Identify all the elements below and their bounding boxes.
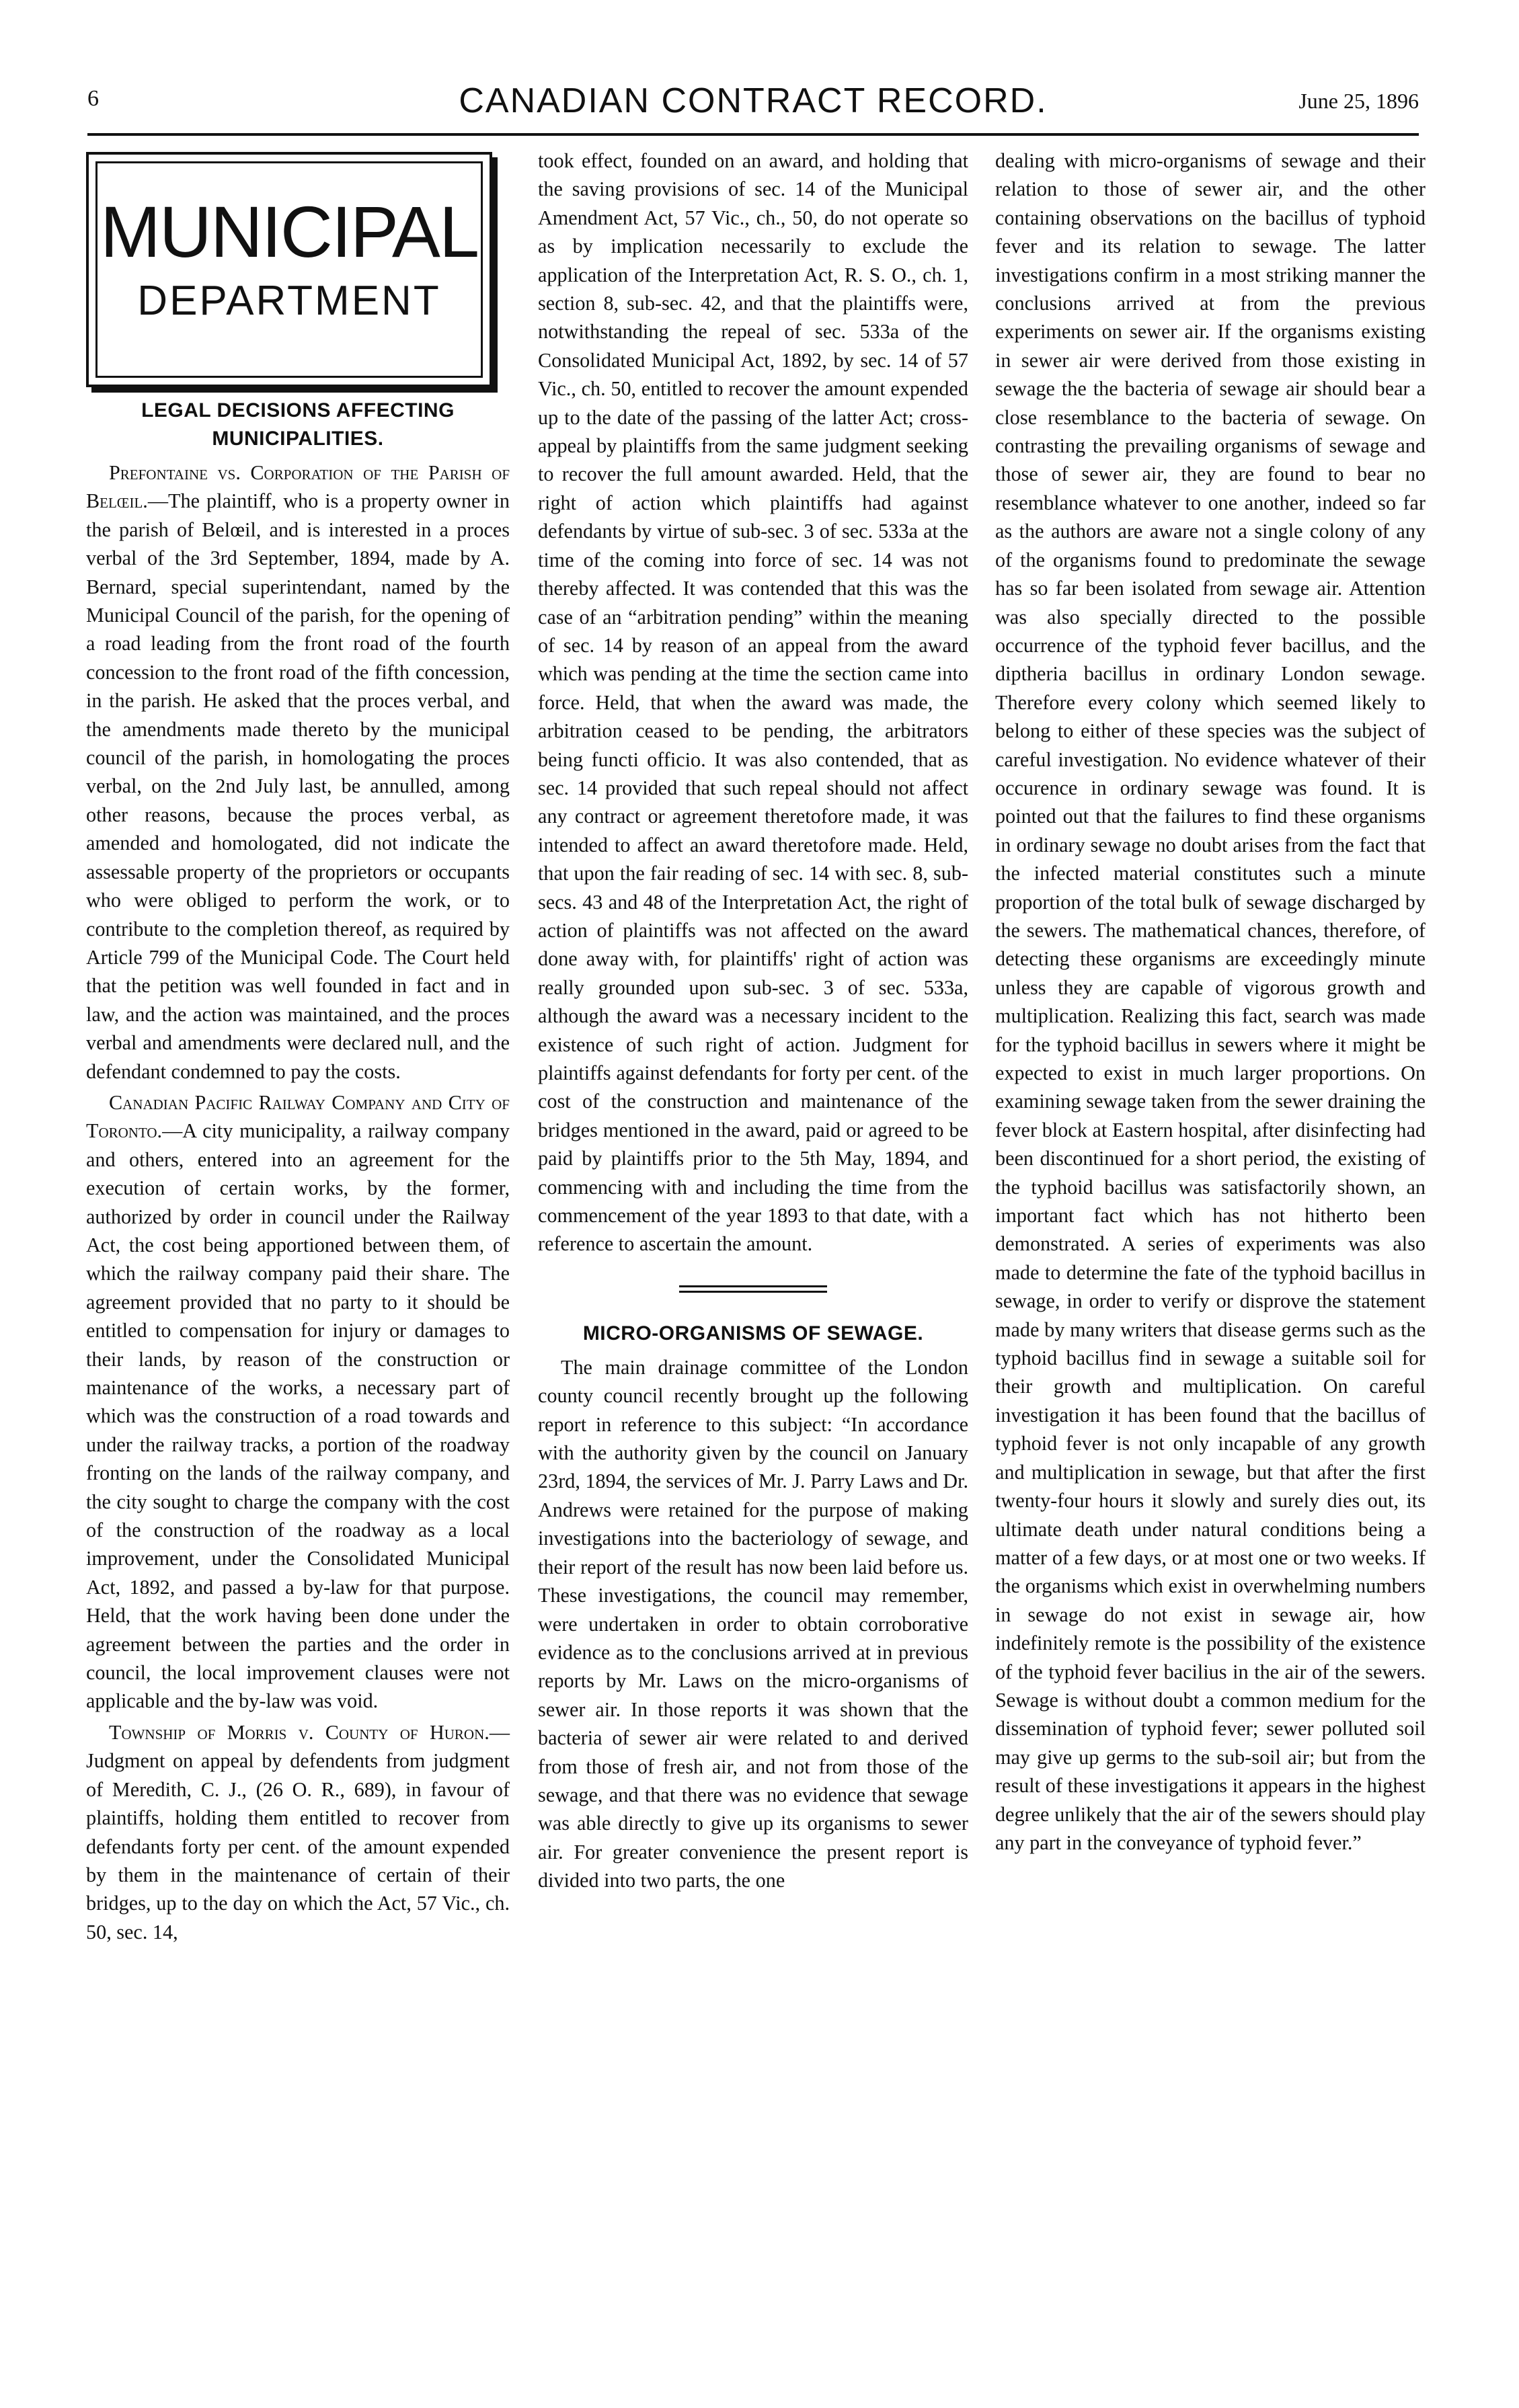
case-1-body: —The plaintiff, who is a property owner in the parish of Belœil, and is interested in a proces verbal of the 3rd September, 1894, made by A. Bernard, special superintendant, named by the Municipal Council of the parish, for the opening of a road leading from the front road of the fourth concession to the front road of the fifth concession, in the parish. He asked that the proces verbal, and the amendments made thereto by the municipal council of the parish, in homologating the proces verbal, on the 2nd July last, be annulled, among other reasons, because the proces verbal, as amended and homologated, did not indicate the assessable property of the proprietors or occupants who were obliged to perform the work, or to contribute to the completion thereof, as required by Article 799 of the Municipal Code. The Court held that the petition was well founded in fact and in law, and the action was maintained, and the proces verbal and amendments were declared null, and the defendant condemned to pay the costs. (86, 489, 510, 1083)
legal-decisions-heading: LEGAL DECISIONS AFFECTING MUNICIPALITIES. (141, 399, 455, 450)
case-3-title: Township of Morris v. County of Huron. (109, 1720, 490, 1744)
case-3-body: —Judgment on appeal by defendents from judgment of Meredith, C. J., (26 O. R., 689), in favour of plaintiffs, holding them entitled to recover from defendants forty per cent. of the amount expended by them in the maintenance of certain of their bridges, up to the day on which the Act, 57 Vic., ch. 50, sec. 14, (86, 1720, 510, 1943)
banner-frame (95, 161, 483, 378)
micro-paragraph-1: The main drainage committee of the London county council recently brought up the following report in reference to this subject: “In accordance with the authority given by the council on January 23rd, 1894, the services of Mr. J. Parry Laws and Dr. Andrews were retained for the purpose of making investigations into the bacteriology of sewage, and their report of the result has now been laid before us. These investigations, the council may remember, were undertaken in order to obtain corroborative evidence as to the conclusions arrived at in previous reports by Mr. Laws on the micro-organisms of sewer air. In those reports it was shown that the bacteria of sewer air were related to and derived from those of fresh air, and not from those of the sewage, and that there was no evidence that sewage was able directly to give up its organisms to sewer air. For greater convenience the present report is divided into two parts, the one (538, 1355, 968, 1892)
case-2-title: Canadian Pacific Railway Company and City of Toronto. (86, 1090, 510, 1143)
banner-line-2: DEPARTMENT (137, 278, 441, 324)
micro-organisms-heading: MICRO-ORGANISMS OF SEWAGE. (582, 1322, 924, 1345)
section-divider (679, 1285, 827, 1293)
column-3 (995, 147, 1426, 1857)
case-1-title: Prefontaine vs. Corporation of the Parish of Belœil. (86, 461, 510, 513)
department-banner (86, 152, 492, 387)
micro-paragraph-1-continued: dealing with micro-organisms of sewage and their relation to those of sewer air, and the other containing observations on the bacillus of typhoid fever and its relation to sewage. The latter investigations confirm in a most striking manner the conclusions arrived at from the previous experiments on sewer air. If the organisms existing in sewer air were derived from those existing in sewage the the bacteria of sewage air should bear a close resemblance to the bacteria of sewage. On contrasting the prevailing organisms of sewage and those of sewer air, they are found to bear no resemblance whatever to one another, indeed so far as the authors are aware not a single colony of any of the organisms found to predominate the sewage has so far been isolated from sewage air. Attention was also specially directed to the possible occurrence of the typhoid fever bacillus, and the diptheria bacillus in ordinary London sewage. Therefore every colony which seemed likely to belong to either of these species was the subject of careful investigation. No evidence whatever of their occurence in ordinary sewage was found. It is pointed out that the failures to find these organisms in ordinary sewage no doubt arises from the fact that the infected material constitutes such a minute proportion of the total bulk of sewage discharged by the sewers. The mathematical chances, therefore, of detecting these organisms are exceedingly minute unless they are capable of vigorous growth and multiplication. Realizing this fact, search was made for the typhoid bacillus in sewers where it might be expected to exist in much larger proportions. On examining sewage taken from the sewer draining the fever block at Eastern hospital, after disinfecting had been discontinued for a short period, the existing of the typhoid bacillus was satisfactorily shown, an important fact which has not hitherto been demonstrated. A series of experiments was also made to determine the fate of the typhoid bacillus in sewage, in order to verify or disprove the statement made by many writers that disease germs such as the typhoid bacillus find in sewage a suitable soil for their growth and multiplication. On careful investigation it has been found that the bacillus of typhoid fever is not only incapable of any growth and multiplication in sewage, but that after the first twenty-four hours it slowly and surely dies out, its ultimate death under natural conditions being a matter of a few days, or at most one or two weeks. If the organisms which exist in overwhelming numbers in sewage do not exist in sewage air, how indefinitely remote is the possibility of the existence of the typhoid fever bacilius in the air of the sewers. Sewage is without doubt a common medium for the dissemination of typhoid fever; sewer polluted soil may give up germs to the sub-soil air; but from the result of these investigations it appears in the highest degree unlikely that the air of the sewers should play any part in the conveyance of typhoid fever.” (995, 149, 1426, 1854)
case-3-continued: took effect, founded on an award, and holding that the saving provisions of sec. 14 of the Municipal Amendment Act, 57 Vic., ch., 50, do not operate so as by implication necessarily to exclude the application of the Interpretation Act, R. S. O., ch. 1, section 8, sub-sec. 42, and that the plaintiffs were, notwithstanding the repeal of sec. 533a of the Consolidated Municipal Act, 1892, by sec. 14 of 57 Vic., ch. 50, entitled to recover the amount expended up to the date of the passing of the latter Act; cross-appeal by plaintiffs from the same judgment seeking to recover the full amount awarded. Held, that the right of action which plaintiffs had against defendants by virtue of sub-sec. 3 of sec. 533a at the time of the coming into force of sec. 14 was not thereby affected. It was contended that this was the case of an “arbitration pending” within the meaning of sec. 14 by reason of an appeal from the award which was pending at the time the section came into force. Held, that when the award was made, the arbitration ceased to be pending, the arbitrators being functi officio. It was also contended, that as sec. 14 provided that such repeal should not affect any contract or agreement theretofore made, it was intended to affect an award theretofore made. Held, that upon the fair reading of sec. 14 with sec. 8, sub-secs. 43 and 48 of the Interpretation Act, the right of action of plaintiffs was not affected on the award done away with, for plaintiffs' right of action was really grounded upon sub-sec. 3 of sec. 533a, although the award was a necessary incident to the existence of such right of action. Judgment for plaintiffs against defendants for forty per cent. of the cost of the construction and maintenance of the bridges mentioned in the award, paid or agreed to be paid by plaintiffs prior to the 5th May, 1894, and commencing with and including the time from the commencement of the year 1893 to that date, with a reference to ascertain the amount. (538, 149, 968, 1256)
page-number: 6 (87, 86, 99, 111)
column-1 (86, 147, 510, 1949)
case-3-paragraph (86, 1718, 510, 1946)
masthead-title: CANADIAN CONTRACT RECORD. (459, 81, 1048, 120)
page-header (87, 81, 1419, 128)
case-2-paragraph (86, 1088, 510, 1716)
issue-date: June 25, 1896 (1298, 89, 1419, 113)
case-1-paragraph (86, 458, 510, 1086)
banner-line-1: MUNICIPAL (100, 191, 479, 272)
column-2 (538, 147, 968, 1895)
case-2-body: —A city municipality, a railway company and others, entered into an agreement for the execution of certain works, by the former, authorized by order in council under the Railway Act, the cost being apportioned between them, of which the railway company paid their share. The agreement provided that no party to it should be entitled to compensation for injury or damages to their lands, by reason of the construction or maintenance of the works, a necessary part of which was the construction of a road towards and under the railway tracks, a portion of the roadway fronting on the lands of the railway company, and the city sought to charge the company with the cost of the construction of the roadway as a local improvement, under the Consolidated Municipal Act, 1892, and passed a by-law for that purpose. Held, that the work having been done under the agreement between the parties and the order in council, the local improvement clauses were not applicable and the by-law was void. (86, 1119, 510, 1713)
header-rule (87, 133, 1419, 136)
